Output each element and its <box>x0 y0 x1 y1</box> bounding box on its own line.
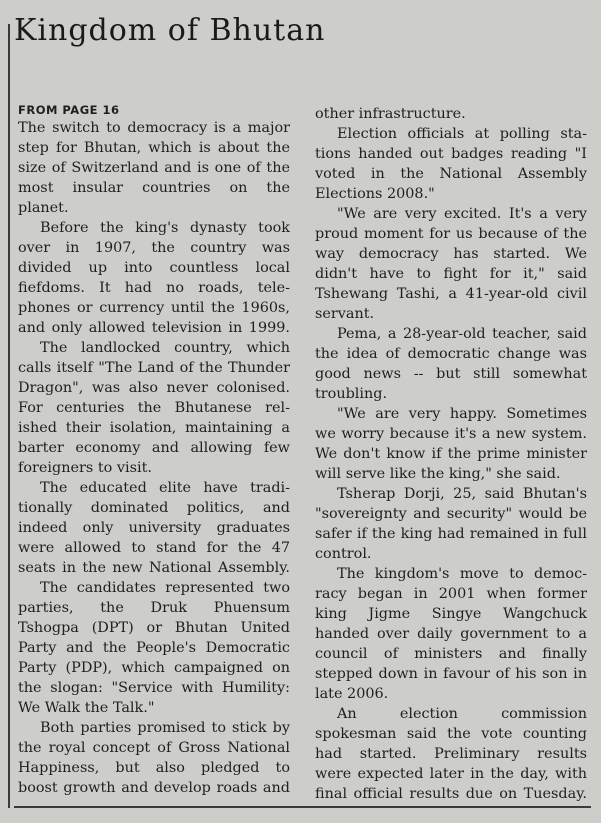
text-line: will serve like the king," she said. <box>315 466 561 482</box>
left-column <box>18 100 290 798</box>
text-line: we worry because it's a new system. <box>315 426 587 442</box>
left-column-body <box>18 118 290 798</box>
text-line: Tsherap Dorji, 25, said Bhutan's <box>337 486 587 502</box>
text-line: racy began in 2001 when former <box>315 586 587 602</box>
text-line: boost growth and develop roads and <box>18 780 290 796</box>
text-line: tions handed out badges reading "I <box>315 146 587 162</box>
text-line: Elections 2008." <box>315 186 435 202</box>
text-line: the slogan: "Service with Humility: <box>18 680 290 696</box>
right-column-body <box>315 104 587 804</box>
text-line: barter economy and allowing few <box>18 440 290 456</box>
text-line: The landlocked country, which <box>40 340 290 356</box>
text-line: and only allowed television in 1999. <box>18 320 290 336</box>
text-line: Tshewang Tashi, a 41-year-old civil <box>315 286 587 302</box>
text-line: handed over daily government to a <box>315 626 587 642</box>
text-line: We don't know if the prime minister <box>315 446 587 462</box>
text-line: most insular countries on the <box>18 180 290 196</box>
text-line: parties, the Druk Phuensum <box>18 600 290 616</box>
text-line: The candidates represented two <box>40 580 290 596</box>
text-line: voted in the National Assembly <box>315 166 587 182</box>
text-line: divided up into countless local <box>18 260 290 276</box>
text-line: proud moment for us because of the <box>315 226 587 242</box>
text-line: way democracy has started. We <box>315 246 587 262</box>
text-line: Tshogpa (DPT) or Bhutan United <box>18 620 290 636</box>
text-line: indeed only university graduates <box>18 520 290 536</box>
text-line: tionally dominated politics, and <box>18 500 290 516</box>
text-line: final official results due on Tuesday. <box>315 786 587 802</box>
text-line: Happiness, but also pledged to <box>18 760 290 776</box>
text-line: The educated elite have tradi- <box>40 480 290 496</box>
right-column <box>315 104 587 804</box>
text-line: other infrastructure. <box>315 106 466 122</box>
text-line: Before the king's dynasty took <box>40 220 290 236</box>
text-line: The switch to democracy is a major <box>18 120 290 136</box>
text-line: phones or currency until the 1960s, <box>18 300 290 316</box>
text-line: seats in the new National Assembly. <box>18 560 290 576</box>
text-line: were expected later in the day, with <box>315 766 587 782</box>
text-line: "We are very excited. It's a very <box>337 206 587 222</box>
text-line: the royal concept of Gross National <box>18 740 290 756</box>
text-line: Dragon", was also never colonised. <box>18 380 290 396</box>
text-line: king Jigme Singye Wangchuck <box>315 606 587 622</box>
text-line: safer if the king had remained in full <box>315 526 587 542</box>
text-line: The kingdom's move to democ- <box>337 566 587 582</box>
bottom-rule <box>14 806 591 808</box>
text-line: council of ministers and finally <box>315 646 587 662</box>
text-line: "We are very happy. Sometimes <box>337 406 587 422</box>
text-line: control. <box>315 546 372 562</box>
text-line: We Walk the Talk." <box>18 700 155 716</box>
text-line: Party and the People's Democratic <box>18 640 290 656</box>
text-line: An election commission <box>337 706 587 722</box>
text-line: late 2006. <box>315 686 389 702</box>
text-line: fiefdoms. It had no roads, tele- <box>18 280 290 296</box>
text-line: size of Switzerland and is one of the <box>18 160 290 176</box>
text-line: stepped down in favour of his son in <box>315 666 587 682</box>
text-line: step for Bhutan, which is about the <box>18 140 290 156</box>
text-line: were allowed to stand for the 47 <box>18 540 290 556</box>
text-line: Election officials at polling sta- <box>337 126 587 142</box>
text-line: troubling. <box>315 386 388 402</box>
kicker: FROM PAGE 16 <box>18 103 120 117</box>
text-line: For centuries the Bhutanese rel- <box>18 400 290 416</box>
text-line: planet. <box>18 200 69 216</box>
text-line: Both parties promised to stick by <box>40 720 290 736</box>
text-line: ished their isolation, maintaining a <box>18 420 290 436</box>
text-line: spokesman said the vote counting <box>315 726 587 742</box>
text-line: the idea of democratic change was <box>315 346 587 362</box>
headline: Kingdom of Bhutan <box>14 13 326 48</box>
text-line: had started. Preliminary results <box>315 746 587 762</box>
text-line: "sovereignty and security" would be <box>315 506 587 522</box>
text-line: Pema, a 28-year-old teacher, said <box>337 326 587 342</box>
text-line: calls itself "The Land of the Thunder <box>18 360 290 376</box>
left-column-rule <box>8 24 10 808</box>
text-line: Party (PDP), which campaigned on <box>18 660 290 676</box>
text-line: over in 1907, the country was <box>18 240 290 256</box>
text-line: good news -- but still somewhat <box>315 366 587 382</box>
text-line: foreigners to visit. <box>18 460 152 476</box>
text-line: didn't have to fight for it," said <box>315 266 587 282</box>
text-line: servant. <box>315 306 375 322</box>
